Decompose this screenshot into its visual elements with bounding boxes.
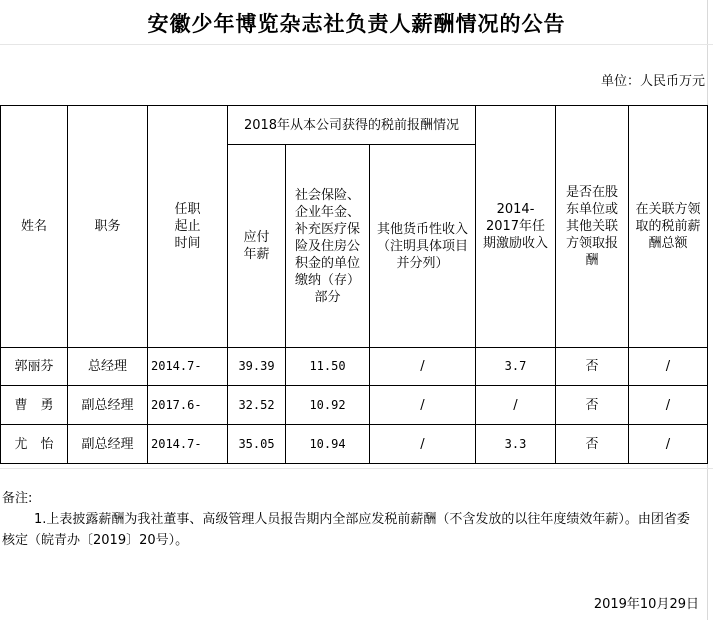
cell-social: 10.92 — [286, 386, 370, 425]
cell-tenure: 2014.7- — [148, 425, 228, 464]
cell-shareholder: 否 — [556, 386, 629, 425]
salary-table — [0, 105, 708, 464]
cell-incentive: / — [476, 386, 556, 425]
header-other-text: 其他货币性收入（注明具体项目并分列） — [376, 221, 468, 271]
issue-date: 2019年10月29日 — [593, 597, 699, 612]
cell-social: 11.50 — [286, 348, 370, 386]
cell-salary: 39.39 — [228, 348, 286, 386]
header-related — [629, 106, 708, 348]
cell-salary: 35.05 — [228, 425, 286, 464]
cell-other: / — [370, 348, 476, 386]
notes-item-1: 1.上表披露薪酬为我社董事、高级管理人员报告期内全部应发税前薪酬（不含发放的以往年度绩效年薪）。由团省委核定（皖青办〔2019〕20号）。 — [2, 512, 690, 548]
unit-label: 单位：人民币万元 — [600, 74, 705, 89]
cell-other: / — [370, 386, 476, 425]
header-name: 姓名 — [1, 106, 68, 348]
header-related-text: 在关联方领取的税前薪酬总额 — [635, 202, 701, 251]
cell-name: 尤 怡 — [1, 425, 68, 464]
cell-name: 曹 勇 — [1, 386, 68, 425]
cell-related: / — [629, 386, 708, 425]
header-shareholder-text: 是否在股东单位或其他关联方领取报酬 — [565, 185, 618, 268]
cell-related: / — [629, 348, 708, 386]
page-title: 安徽少年博览杂志社负责人薪酬情况的公告 — [147, 11, 566, 36]
header-tenure — [148, 106, 228, 348]
cell-shareholder: 否 — [556, 348, 629, 386]
header-tenure-text: 任职起止时间 — [174, 202, 201, 251]
cell-position: 副总经理 — [68, 425, 148, 464]
cell-position: 副总经理 — [68, 386, 148, 425]
header-salary — [228, 145, 286, 348]
cell-tenure: 2017.6- — [148, 386, 228, 425]
gridline — [0, 44, 713, 45]
cell-incentive: 3.7 — [476, 348, 556, 386]
header-row — [1, 106, 708, 145]
cell-shareholder: 否 — [556, 425, 629, 464]
header-other — [370, 145, 476, 348]
notes-section — [2, 488, 702, 551]
header-salary-text: 应付年薪 — [243, 230, 270, 262]
notes-heading: 备注: — [2, 491, 33, 506]
cell-social: 10.94 — [286, 425, 370, 464]
header-social — [286, 145, 370, 348]
cell-position: 总经理 — [68, 348, 148, 386]
cell-other: / — [370, 425, 476, 464]
cell-salary: 32.52 — [228, 386, 286, 425]
table-row — [1, 425, 708, 464]
cell-tenure: 2014.7- — [148, 348, 228, 386]
cell-incentive: 3.3 — [476, 425, 556, 464]
header-shareholder — [556, 106, 629, 348]
cell-related: / — [629, 425, 708, 464]
header-group: 2018年从本公司获得的税前报酬情况 — [228, 106, 476, 145]
cell-name: 郭丽芬 — [1, 348, 68, 386]
header-incentive-text: 2014-2017年任期激励收入 — [482, 202, 548, 251]
header-social-text: 社会保险、企业年金、补充医疗保险及住房公积金的单位缴纳（存）部分 — [294, 187, 360, 305]
table-row — [1, 348, 708, 386]
table-row — [1, 386, 708, 425]
header-incentive — [476, 106, 556, 348]
gridline — [0, 468, 713, 469]
header-position: 职务 — [68, 106, 148, 348]
